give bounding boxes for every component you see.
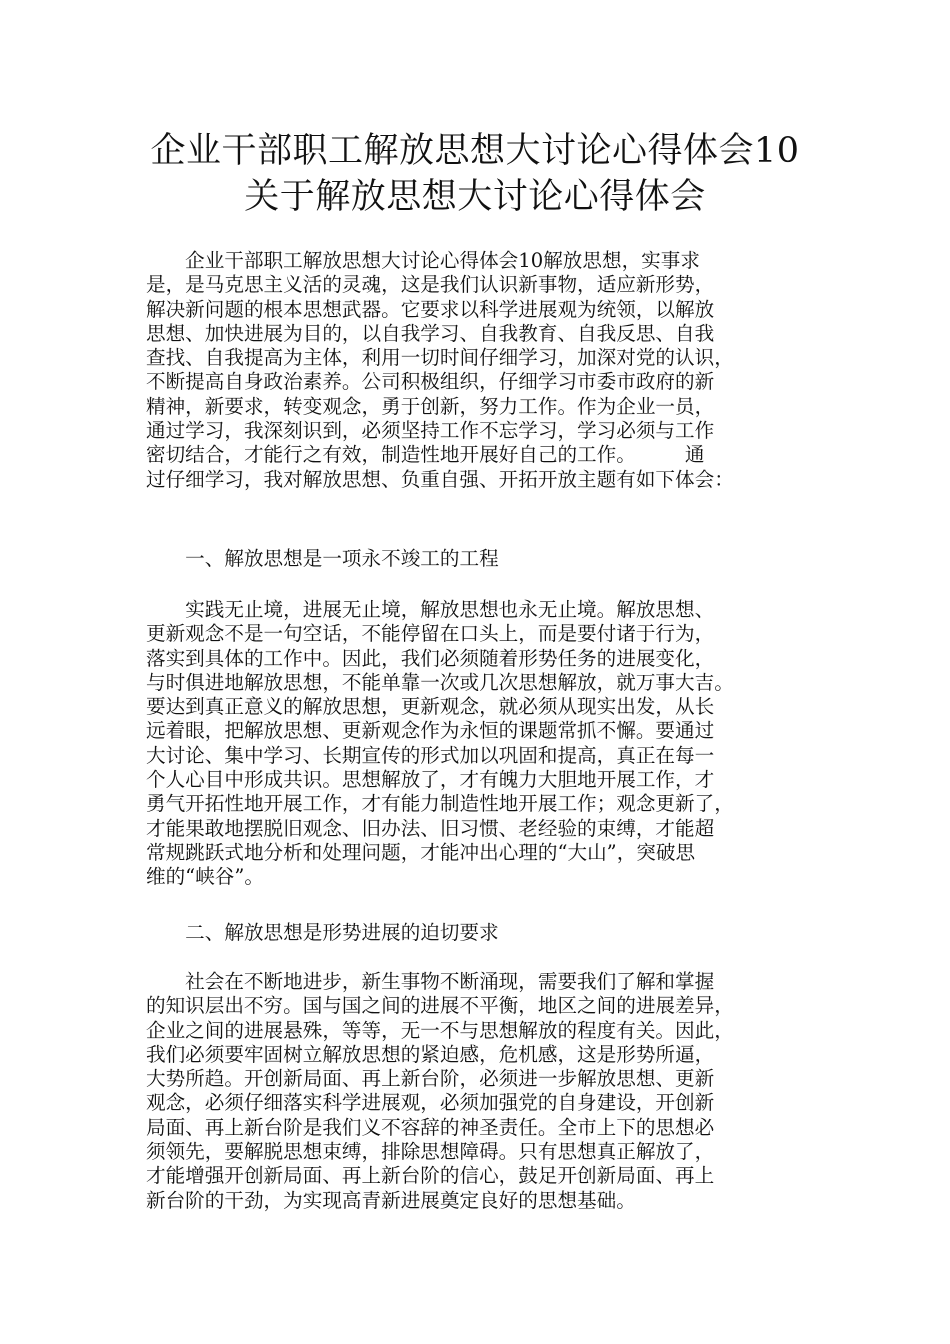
title-line: 企业干部职工解放思想大讨论心得体会10	[150, 131, 800, 171]
text-line: 企业之间的进展悬殊，等等，无一不与思想解放的程度有关。因此，	[146, 1018, 734, 1042]
text-line: 观念，必须仔细落实科学进展观，必须加强党的自身建设，开创新	[146, 1091, 715, 1115]
text-line: 过仔细学习，我对解放思想、负重自强、开拓开放主题有如下体会：	[146, 467, 734, 491]
section-heading-1	[146, 547, 808, 571]
text-line: 维的“峡谷”。	[146, 865, 265, 889]
text-line: 与时俱进地解放思想，不能单靠一次或几次思想解放，就万事大吉。	[146, 670, 734, 694]
text-line: 才能果敢地摆脱旧观念、旧办法、旧习惯、老经验的束缚，才能超	[146, 816, 715, 840]
text-line: 我们必须要牢固树立解放思想的紧迫感，危机感，这是形势所逼，	[146, 1042, 715, 1066]
text-line: 常规跳跃式地分析和处理问题，才能冲出心理的“大山”，突破思	[146, 840, 696, 864]
text-line: 的知识层出不穷。国与国之间的进展不平衡，地区之间的进展差异，	[146, 994, 734, 1018]
text-line: 才能增强开创新局面、再上新台阶的信心，鼓足开创新局面、再上	[146, 1164, 715, 1188]
text-line: 社会在不断地进步，新生事物不断涌现，需要我们了解和掌握	[146, 970, 715, 993]
text-line: 大讨论、集中学习、长期宣传的形式加以巩固和提高，真正在每一	[146, 743, 715, 767]
text-line: 新台阶的干劲，为实现高青新进展奠定良好的思想基础。	[146, 1188, 636, 1212]
text-line: 要达到真正意义的解放思想，更新观念，就必须从现实出发，从长	[146, 695, 715, 719]
text-line: 是，是马克思主义活的灵魂，这是我们认识新事物，适应新形势，	[146, 273, 715, 297]
paragraph-intro	[146, 249, 808, 492]
text-line: 远着眼，把解放思想、更新观念作为永恒的课题常抓不懈。要通过	[146, 719, 715, 743]
text-line: 落实到具体的工作中。因此，我们必须随着形势任务的进展变化，	[146, 646, 715, 670]
text-line: 大势所趋。开创新局面、再上新台阶，必须进一步解放思想、更新	[146, 1067, 715, 1091]
paragraph-section-1	[146, 598, 808, 890]
text-line: 查找、自我提高为主体，利用一切时间仔细学习，加深对党的认识，	[146, 346, 734, 370]
text-line: 个人心目中形成共识。思想解放了，才有魄力大胆地开展工作，才	[146, 768, 715, 792]
heading-text: 一、解放思想是一项永不竣工的工程	[146, 547, 499, 570]
text-line: 勇气开拓性地开展工作，才有能力制造性地开展工作；观念更新了，	[146, 792, 734, 816]
text-line: 不断提高自身政治素养。公司积极组织，仔细学习市委市政府的新	[146, 370, 715, 394]
text-line: 密切结合，才能行之有效，制造性地开展好自己的工作。 通	[146, 443, 705, 467]
text-line: 企业干部职工解放思想大讨论心得体会10解放思想，实事求	[146, 249, 700, 272]
text-line: 精神，新要求，转变观念，勇于创新，努力工作。作为企业一员，	[146, 394, 715, 418]
text-line: 通过学习，我深刻识到，必须坚持工作不忘学习，学习必须与工作	[146, 419, 715, 443]
text-line: 解决新问题的根本思想武器。它要求以科学进展观为统领，以解放	[146, 297, 715, 321]
text-line: 实践无止境，进展无止境，解放思想也永无止境。解放思想、	[146, 598, 715, 621]
paragraph-section-2	[146, 970, 808, 1213]
text-line: 须领先，要解脱思想束缚，排除思想障碍。只有思想真正解放了，	[146, 1140, 715, 1164]
text-line: 更新观念不是一句空话，不能停留在口头上，而是要付诸于行为，	[146, 622, 715, 646]
text-line: 局面、再上新台阶是我们义不容辞的神圣责任。全市上下的思想必	[146, 1115, 715, 1139]
title-line: 关于解放思想大讨论心得体会	[244, 177, 706, 217]
heading-text: 二、解放思想是形势进展的迫切要求	[146, 921, 499, 944]
document-title	[120, 128, 830, 220]
text-line: 思想、加快进展为目的，以自我学习、自我教育、自我反思、自我	[146, 321, 715, 345]
section-heading-2	[146, 921, 808, 945]
